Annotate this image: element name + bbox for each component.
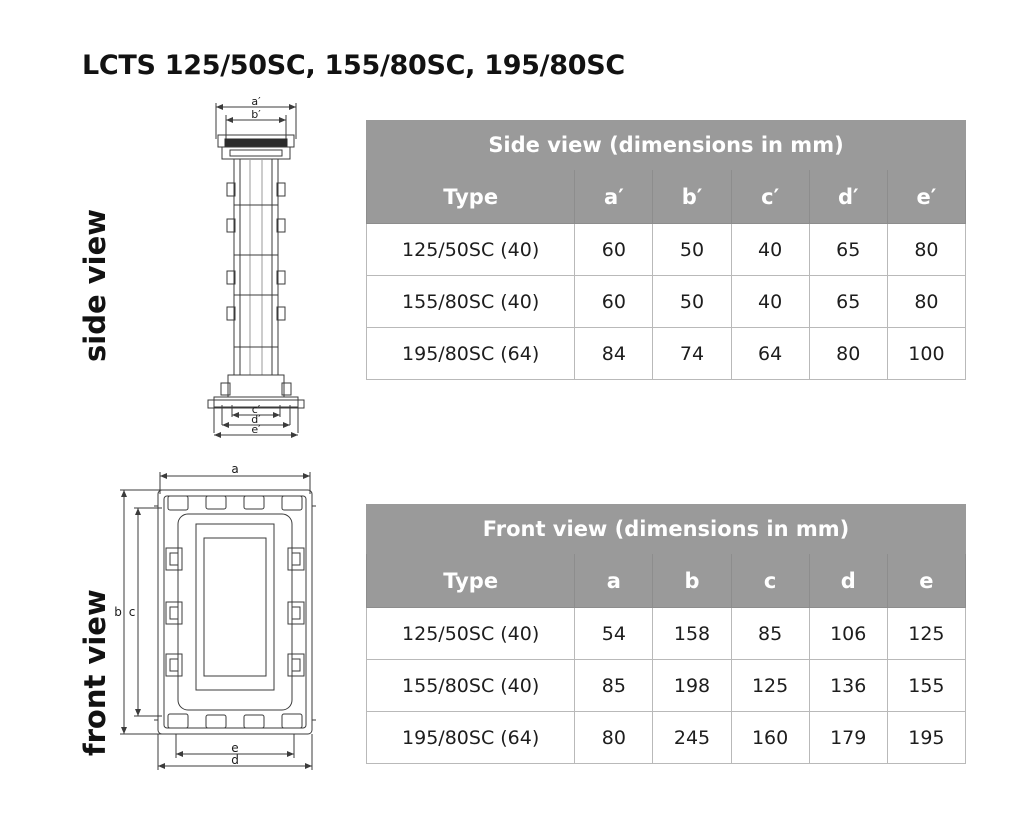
- front-dim-e: e: [231, 741, 239, 755]
- side-dim-a-prime: a′: [251, 95, 261, 108]
- side-row2-a: 84: [575, 328, 653, 380]
- front-table-header-row: [367, 554, 966, 608]
- side-dim-d-prime: d′: [251, 413, 261, 426]
- front-dim-b: b: [114, 605, 122, 619]
- page-title: LCTS 125/50SC, 155/80SC, 195/80SC: [82, 50, 625, 81]
- side-row0-d: 65: [809, 224, 887, 276]
- table-row: [367, 712, 966, 764]
- table-row: [367, 224, 966, 276]
- side-row1-c: 40: [731, 276, 809, 328]
- side-header-a-prime: a′: [575, 170, 653, 224]
- front-table-title-row: [367, 505, 966, 554]
- front-row1-type: 155/80SC (40): [367, 660, 575, 712]
- front-dim-d: d: [231, 753, 239, 767]
- table-row: [367, 660, 966, 712]
- front-row0-d: 106: [809, 608, 887, 660]
- front-row2-d: 179: [809, 712, 887, 764]
- side-row0-b: 50: [653, 224, 731, 276]
- front-dim-a: a: [231, 462, 239, 476]
- front-view-label: front view: [78, 589, 112, 756]
- side-header-b-prime: b′: [653, 170, 731, 224]
- front-row0-type: 125/50SC (40): [367, 608, 575, 660]
- front-row0-b: 158: [653, 608, 731, 660]
- front-dim-c: c: [128, 605, 136, 619]
- side-row2-b: 74: [653, 328, 731, 380]
- side-row2-c: 64: [731, 328, 809, 380]
- side-row1-a: 60: [575, 276, 653, 328]
- side-table-header-row: [367, 170, 966, 224]
- front-header-c: c: [731, 554, 809, 608]
- front-row1-b: 198: [653, 660, 731, 712]
- front-row2-e: 195: [887, 712, 965, 764]
- side-row0-a: 60: [575, 224, 653, 276]
- side-header-c-prime: c′: [731, 170, 809, 224]
- front-header-b: b: [653, 554, 731, 608]
- table-row: [367, 608, 966, 660]
- front-header-a: a: [575, 554, 653, 608]
- front-table-title: Front view (dimensions in mm): [367, 505, 966, 554]
- front-row1-c: 125: [731, 660, 809, 712]
- side-row2-type: 195/80SC (64): [367, 328, 575, 380]
- side-dim-b-prime: b′: [251, 108, 261, 121]
- side-view-table: [366, 120, 966, 380]
- side-table-title-row: [367, 121, 966, 170]
- side-row2-d: 80: [809, 328, 887, 380]
- side-header-type: Type: [367, 170, 575, 224]
- side-header-e-prime: e′: [887, 170, 965, 224]
- front-header-d: d: [809, 554, 887, 608]
- side-dim-e-prime: e′: [251, 423, 261, 436]
- side-table-title: Side view (dimensions in mm): [367, 121, 966, 170]
- table-row: [367, 328, 966, 380]
- side-row1-d: 65: [809, 276, 887, 328]
- front-view-drawing: [110, 462, 360, 786]
- front-row2-a: 80: [575, 712, 653, 764]
- side-header-d-prime: d′: [809, 170, 887, 224]
- side-row1-e: 80: [887, 276, 965, 328]
- front-header-e: e: [887, 554, 965, 608]
- front-row2-b: 245: [653, 712, 731, 764]
- table-row: [367, 276, 966, 328]
- front-row1-e: 155: [887, 660, 965, 712]
- front-row2-type: 195/80SC (64): [367, 712, 575, 764]
- side-row0-e: 80: [887, 224, 965, 276]
- side-dim-c-prime: c′: [251, 403, 261, 416]
- front-row1-d: 136: [809, 660, 887, 712]
- side-row0-c: 40: [731, 224, 809, 276]
- front-row0-e: 125: [887, 608, 965, 660]
- side-row1-type: 155/80SC (40): [367, 276, 575, 328]
- front-header-type: Type: [367, 554, 575, 608]
- side-row2-e: 100: [887, 328, 965, 380]
- front-row0-a: 54: [575, 608, 653, 660]
- front-view-table: [366, 504, 966, 764]
- side-row1-b: 50: [653, 276, 731, 328]
- side-view-label: side view: [78, 208, 112, 362]
- front-row0-c: 85: [731, 608, 809, 660]
- side-row0-type: 125/50SC (40): [367, 224, 575, 276]
- side-view-drawing: [178, 95, 358, 449]
- front-row1-a: 85: [575, 660, 653, 712]
- front-row2-c: 160: [731, 712, 809, 764]
